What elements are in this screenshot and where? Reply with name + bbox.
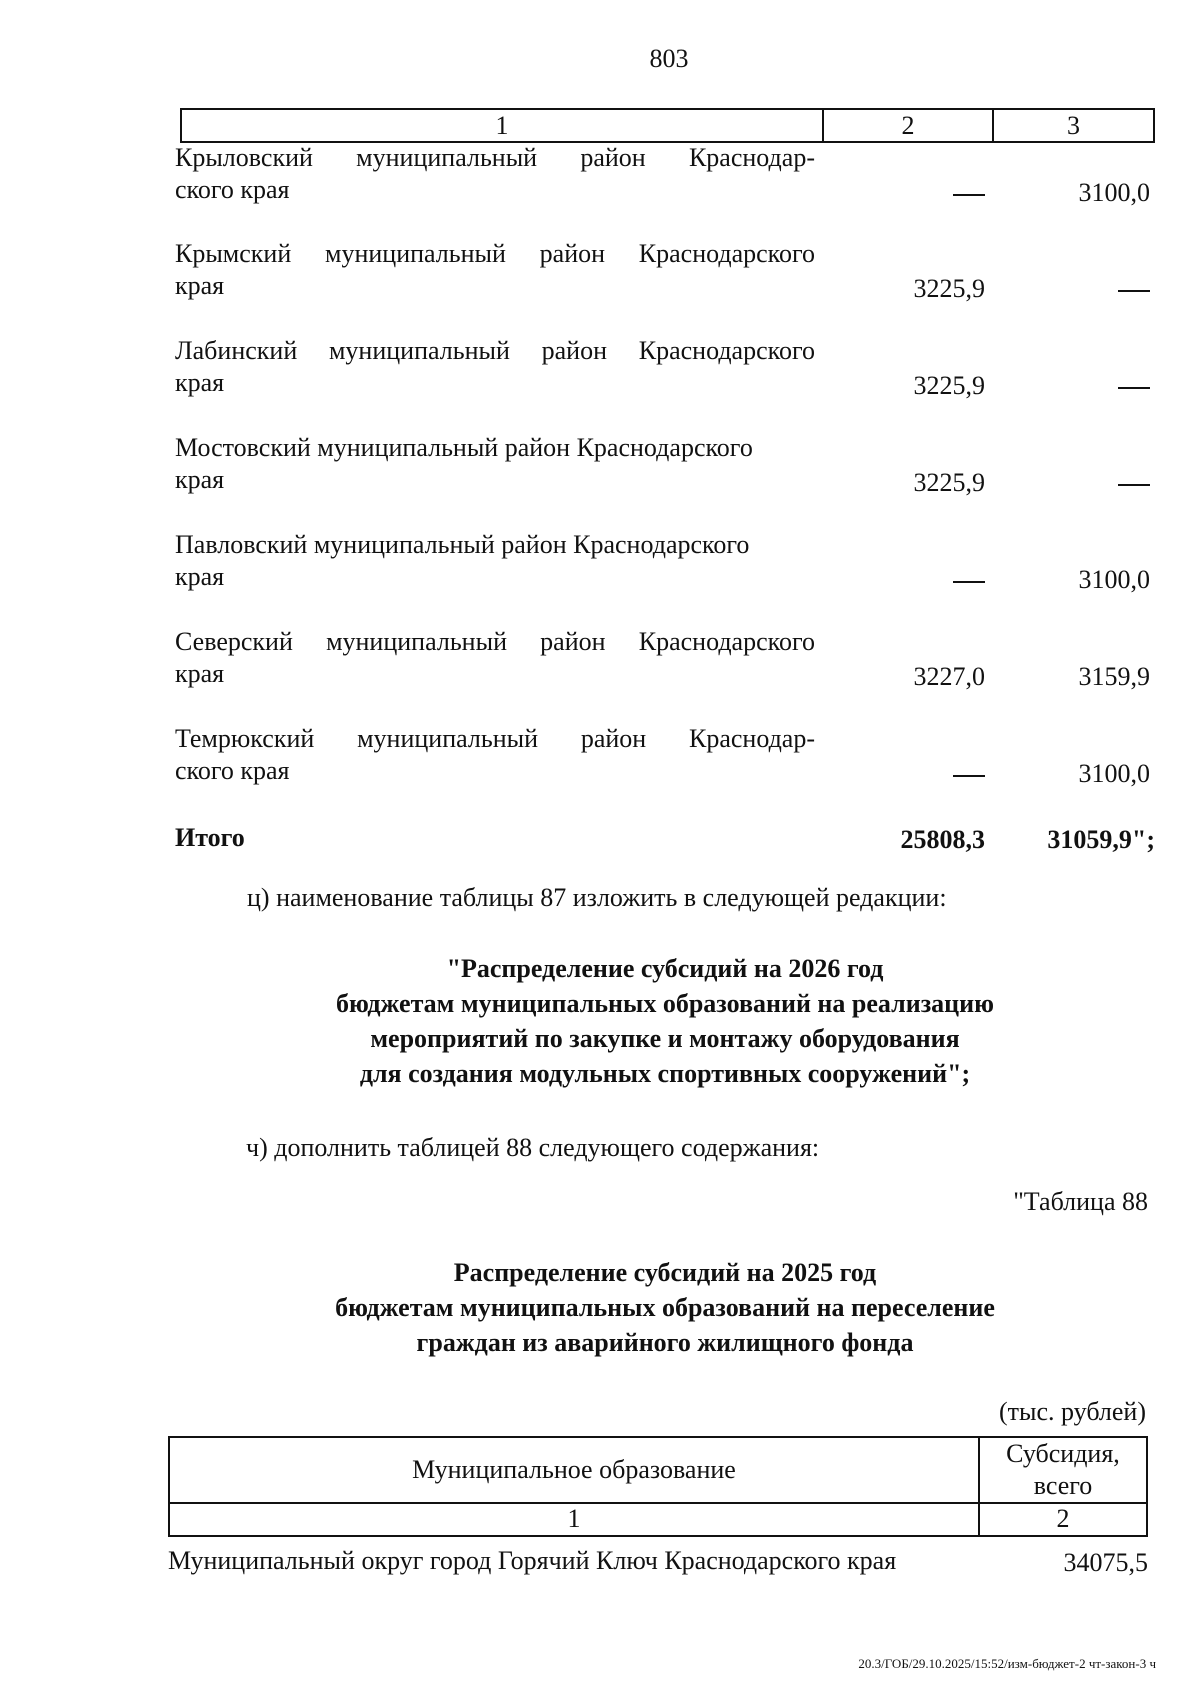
table1-row-name-line: Лабинский муниципальный район Краснодарского: [175, 336, 815, 365]
table1-row-name-line: края: [175, 271, 225, 300]
table2-header-col2-line: всего: [1033, 1471, 1093, 1500]
title-2025-line: граждан из аварийного жилищного фонда: [416, 1328, 914, 1357]
table1-row-name-line: Мостовский муниципальный район Краснодарского: [175, 433, 753, 462]
total-col3: 31059,9";: [1047, 825, 1155, 854]
table2-number-row: [168, 1502, 1148, 1537]
table1-row-name-line: ского края: [175, 175, 290, 204]
table1-row-col2: 3227,0: [913, 662, 985, 691]
table1-row-name: [175, 723, 815, 787]
table1-row-name-line: Крыловский муниципальный район Краснодар-: [175, 143, 815, 172]
table1-row-col3: [950, 370, 1150, 402]
page-number: 803: [649, 44, 689, 73]
table1-row-col3: [950, 467, 1150, 499]
table2-row-value: 34075,5: [1063, 1548, 1148, 1577]
title-2026-line: для создания модульных спортивных сооружений";: [359, 1059, 971, 1088]
table1-header-col3: 3: [992, 110, 1153, 141]
table1-row-name-line: края: [175, 368, 225, 397]
table2-header-col2: [978, 1438, 1146, 1502]
table1-header-col2: 2: [822, 110, 992, 141]
table1-row-col3: 3159,9: [1078, 662, 1150, 691]
table1-row-name-line: края: [175, 659, 225, 688]
total-label: Итого: [175, 823, 245, 852]
table1-row-col2: 3225,9: [913, 371, 985, 400]
table1-row-name: [175, 142, 815, 206]
title-2026-line: "Распределение субсидий на 2026 год: [446, 954, 884, 983]
table1-row-col2: 3225,9: [913, 274, 985, 303]
dash-mark: [1118, 387, 1150, 389]
title-2026-line: мероприятий по закупке и монтажу оборудования: [370, 1024, 960, 1053]
paragraph-ch: ч) дополнить таблицей 88 следующего содержания:: [246, 1133, 820, 1162]
table1-row-name-line: Павловский муниципальный район Краснодарского: [175, 530, 750, 559]
table1-row-name-line: ского края: [175, 756, 290, 785]
table1-row-col2: 3225,9: [913, 468, 985, 497]
dash-mark: [1118, 484, 1150, 486]
table1-row-name-line: Крымский муниципальный район Краснодарского: [175, 239, 815, 268]
table2-header-col2-line: Субсидия,: [1006, 1439, 1120, 1468]
table1-row-name: [175, 432, 815, 496]
title-2026-line: бюджетам муниципальных образований на реализацию: [336, 989, 994, 1018]
table1-row-name: [175, 529, 815, 593]
table1-header-row: [180, 108, 1155, 143]
paragraph-ts: ц) наименование таблицы 87 изложить в следующей редакции:: [247, 883, 947, 912]
table2-number-col1: 1: [567, 1503, 581, 1533]
dash-mark: [1118, 290, 1150, 292]
table1-row-col3: 3100,0: [1078, 565, 1150, 594]
table2-header-col1: Муниципальное образование: [412, 1455, 736, 1484]
table1-row-name: [175, 238, 815, 302]
title-2025-line: Распределение субсидий на 2025 год: [453, 1258, 877, 1287]
table1-row-name-line: Темрюкский муниципальный район Краснодар-: [175, 724, 815, 753]
table1-row-name-line: Северский муниципальный район Краснодарского: [175, 627, 815, 656]
table2-number-col2: 2: [978, 1502, 1146, 1535]
table1-header-col1: 1: [495, 111, 509, 140]
table1-row-name: [175, 626, 815, 690]
document-footer: 20.3/ГОБ/29.10.2025/15:52/изм-бюджет-2 чт-закон-3 ч: [858, 1656, 1156, 1671]
table2-header-row: [168, 1436, 1148, 1504]
table1-row-col3: [950, 273, 1150, 305]
table1-row-name-line: края: [175, 562, 225, 591]
table1-row-col3: 3100,0: [1078, 759, 1150, 788]
title-2025-line: бюджетам муниципальных образований на переселение: [335, 1293, 995, 1322]
table2-row-name: Муниципальный округ город Горячий Ключ Краснодарского края: [168, 1546, 897, 1575]
table1-row-name-line: края: [175, 465, 225, 494]
units-label: (тыс. рублей): [998, 1397, 1146, 1426]
table1-row-col3: 3100,0: [1078, 178, 1150, 207]
total-col2: 25808,3: [900, 825, 985, 854]
title-2025: [0, 1255, 1200, 1360]
table1-row-name: [175, 335, 815, 399]
title-2026: [0, 951, 1200, 1091]
table-label: "Таблица 88: [1013, 1187, 1148, 1216]
